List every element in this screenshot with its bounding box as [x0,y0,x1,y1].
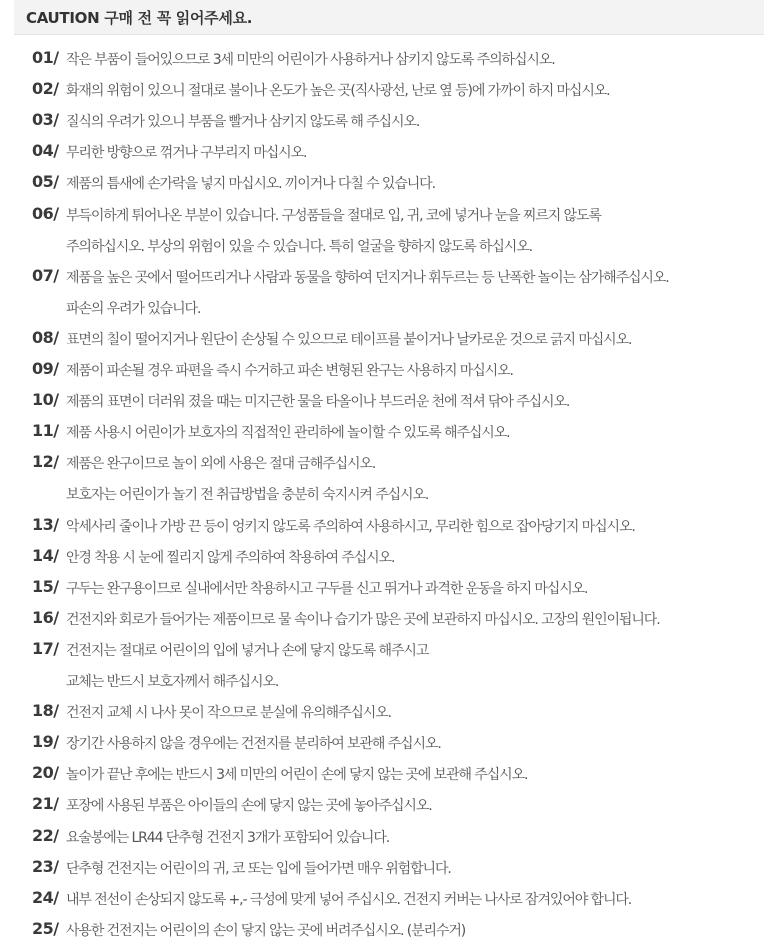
caution-item-text: 요술봉에는 LR44 단추형 건전지 3개가 포함되어 있습니다. [66,829,390,846]
caution-item-text: 보호자는 어린이가 놀기 전 취급방법을 충분히 숙지시켜 주십시오. [66,487,429,504]
caution-item-number: 25/ [32,918,59,938]
caution-item-number: 02/ [32,79,59,99]
caution-item-number: 14/ [32,545,59,565]
caution-item-text: 제품의 표면이 더러워 졌을 때는 미지근한 물을 타올이나 부드러운 천에 적셔 닦아 주십시오. [66,394,570,411]
caution-item-text: 악세사리 줄이나 가방 끈 등이 엉키지 않도록 주의하여 사용하시고, 무리한 힘으로 잡아당기지 마십시오. [66,518,635,535]
caution-item-text: 부득이하게 튀어나온 부분이 있습니다. 구성품들을 절대로 입, 귀, 코에 넣거나 눈을 찌르지 않도록 [66,207,601,224]
caution-item-text: 화재의 위험이 있으니 절대로 불이나 온도가 높은 곳(직사광선, 난로 옆 등)에 가까이 하지 마십시오. [66,83,610,100]
caution-item-number: 24/ [32,887,59,907]
caution-item-text: 놀이가 끝난 후에는 반드시 3세 미만의 어린이 손에 닿지 않는 곳에 보관해 주십시오. [66,767,528,784]
caution-item-number: 01/ [32,48,59,67]
caution-item-text: 내부 전선이 손상되지 않도록 +,- 극성에 맞게 넣어 주십시오. 건전지 커버는 나사로 잠겨있어야 합니다. [66,891,632,908]
caution-item-text: 포장에 사용된 부품은 아이들의 손에 닿지 않는 곳에 놓아주십시오. [66,798,432,815]
caution-item-text: 사용한 건전지는 어린이의 손이 닿지 않는 곳에 버려주십시오. (분리수거) [66,922,466,939]
caution-item-number: 21/ [32,794,59,814]
caution-item-text: 교체는 반드시 보호자께서 해주십시오. [66,673,279,690]
caution-item-number: 12/ [32,452,59,472]
caution-item-text: 건전지와 회로가 들어가는 제품이므로 물 속이나 습기가 많은 곳에 보관하지 마십시오. 고장의 원인이됩니다. [66,611,660,628]
caution-item-text: 안경 착용 시 눈에 찔리지 않게 주의하여 착용하여 주십시오. [66,549,395,566]
caution-item-text: 건전지 교체 시 나사 못이 작으므로 분실에 유의해주십시오. [66,705,391,722]
caution-item-text: 제품은 완구이므로 놀이 외에 사용은 절대 금해주십시오. [66,456,376,473]
caution-title: CAUTION 구매 전 꼭 읽어주세요. [26,9,253,27]
caution-item-text: 무리한 방향으로 꺾거나 구부리지 마십시오. [66,145,307,162]
caution-item-text: 제품의 틈새에 손가락을 넣지 마십시오. 끼이거나 다칠 수 있습니다. [66,176,435,193]
caution-item-number: 18/ [32,701,59,721]
caution-item-number: 05/ [32,172,59,192]
caution-item-number: 13/ [32,514,59,534]
caution-item-number: 20/ [32,763,59,783]
caution-item-number: 17/ [32,638,59,658]
caution-item-number: 04/ [32,141,59,161]
caution-item-text: 제품이 파손될 경우 파편을 즉시 수거하고 파손 변형된 완구는 사용하지 마십시오. [66,363,513,379]
caution-item-text: 건전지는 절대로 어린이의 입에 넣거나 손에 닿지 않도록 해주시고 [66,642,429,659]
caution-item-text: 단추형 건전지는 어린이의 귀, 코 또는 입에 들어가면 매우 위험합니다. [66,860,451,877]
caution-item-number: 03/ [32,110,59,130]
caution-item-number: 07/ [32,265,59,285]
caution-item-number: 15/ [32,576,59,596]
caution-item-text: 작은 부품이 들어있으므로 3세 미만의 어린이가 사용하거나 삼키지 않도록 주의하십시오. [66,52,555,68]
caution-item-text: 표면의 칠이 떨어지거나 원단이 손상될 수 있으므로 테이프를 붙이거나 날카로운 것으로 긁지 마십시오. [66,331,632,348]
caution-item-number: 16/ [32,607,59,627]
caution-item-number: 09/ [32,359,59,378]
caution-item-number: 06/ [32,203,59,223]
caution-item-text: 주의하십시오. 부상의 위험이 있을 수 있습니다. 특히 얼굴을 향하지 않도록 하십시오. [66,238,532,255]
caution-item-text: 장기간 사용하지 않을 경우에는 건전지를 분리하여 보관해 주십시오. [66,736,441,753]
caution-item-number: 10/ [32,390,59,410]
caution-item-number: 11/ [32,421,59,441]
caution-item-number: 22/ [32,825,59,845]
caution-item-text: 제품 사용시 어린이가 보호자의 직접적인 관리하에 놀이할 수 있도록 해주십시오. [66,425,510,442]
caution-item-text: 파손의 우려가 있습니다. [66,300,201,317]
caution-item-text: 구두는 완구용이므로 실내에서만 착용하시고 구두를 신고 뛰거나 과격한 운동을 하지 마십시오. [66,580,588,597]
caution-item-text: 제품을 높은 곳에서 떨어뜨리거나 사람과 동물을 향하여 던지거나 휘두르는 등 난폭한 놀이는 삼가해주십시오. [66,269,669,286]
caution-item-number: 19/ [32,732,59,752]
caution-item-number: 23/ [32,856,59,876]
caution-header [14,0,764,35]
caution-item-text: 질식의 우려가 있으니 부품을 빨거나 삼키지 않도록 해 주십시오. [66,114,420,131]
caution-item-number: 08/ [32,327,59,347]
